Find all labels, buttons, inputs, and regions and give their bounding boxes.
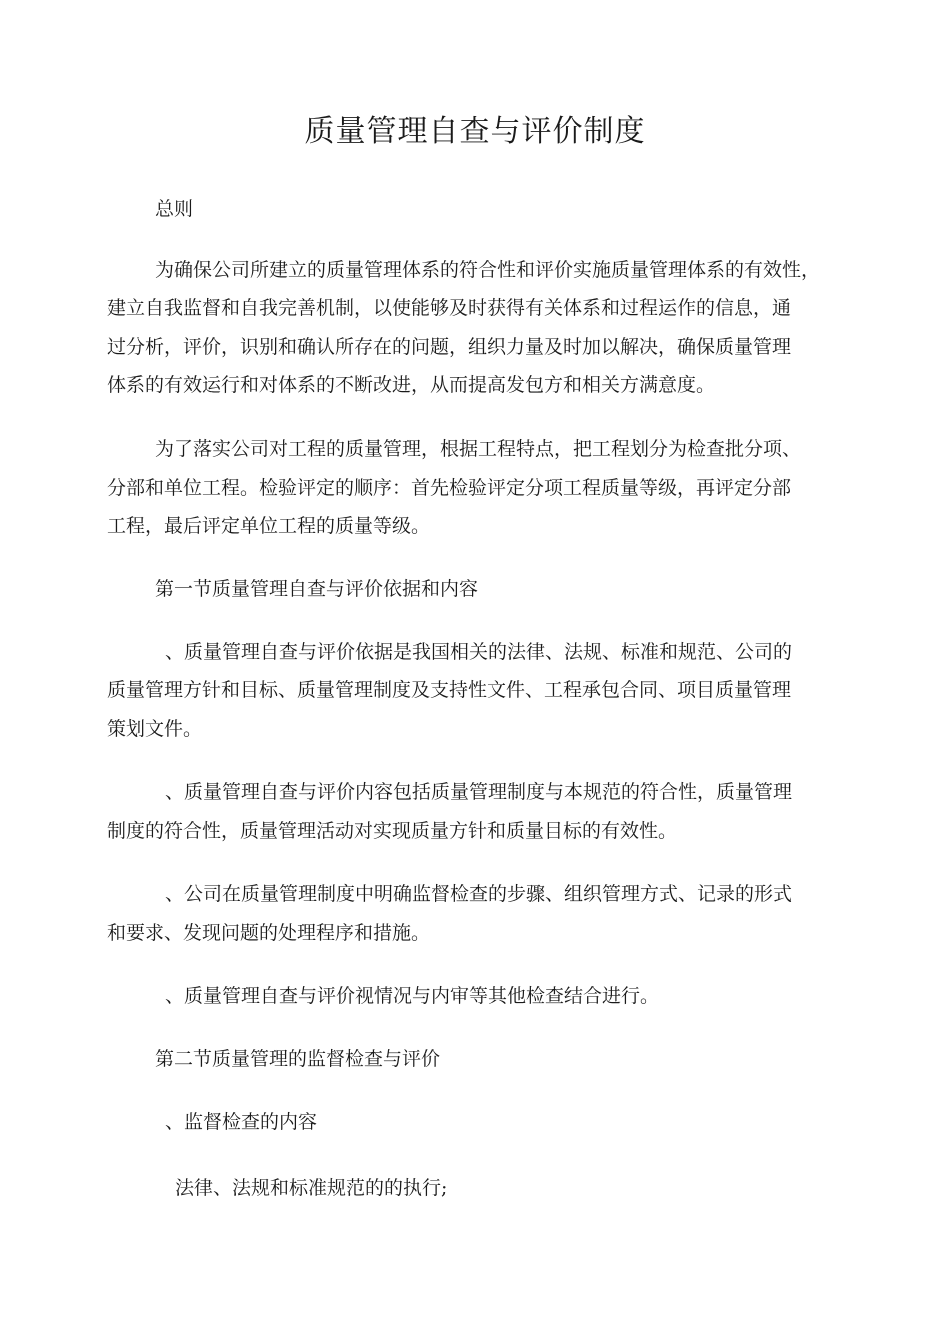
paragraph-line: 过分析，评价，识别和确认所存在的问题，组织力量及时加以解决，确保质量管理 [107, 336, 792, 358]
paragraph-line: 为确保公司所建立的质量管理体系的符合性和评价实施质量管理体系的有效性， [155, 259, 821, 281]
section-2-bullet-1: 法律、法规和标准规范的的执行; [175, 1177, 448, 1199]
paragraph-line: 质量管理方针和目标、质量管理制度及支持性文件、工程承包合同、项目质量管理 [107, 679, 792, 701]
section-2-heading: 第二节质量管理的监督检查与评价 [155, 1048, 441, 1070]
document-title: 质量管理自查与评价制度 [304, 114, 646, 149]
general-heading: 总则 [155, 198, 194, 220]
section-2-subheading: 、监督检查的内容 [165, 1111, 318, 1133]
paragraph-line: 、公司在质量管理制度中明确监督检查的步骤、组织管理方式、记录的形式 [165, 883, 793, 905]
paragraph-line: 制度的符合性，质量管理活动对实现质量方针和质量目标的有效性。 [107, 820, 678, 842]
paragraph-line: 、质量管理自查与评价依据是我国相关的法律、法规、标准和规范、公司的 [165, 641, 793, 663]
paragraph-line: 工程，最后评定单位工程的质量等级。 [107, 515, 431, 537]
paragraph-line: 策划文件。 [107, 718, 203, 740]
paragraph-line: 分部和单位工程。检验评定的顺序：首先检验评定分项工程质量等级，再评定分部 [107, 477, 792, 499]
paragraph-line: 、质量管理自查与评价内容包括质量管理制度与本规范的符合性，质量管理 [165, 781, 793, 803]
paragraph-line: 为了落实公司对工程的质量管理，根据工程特点，把工程划分为检查批分项、 [155, 438, 802, 460]
paragraph-line: 体系的有效运行和对体系的不断改进，从而提高发包方和相关方满意度。 [107, 374, 716, 396]
section-1-item-4: 、质量管理自查与评价视情况与内审等其他检查结合进行。 [165, 985, 660, 1007]
section-1-heading: 第一节质量管理自查与评价依据和内容 [155, 578, 479, 600]
paragraph-line: 和要求、发现问题的处理程序和措施。 [107, 922, 431, 944]
paragraph-line: 建立自我监督和自我完善机制，以使能够及时获得有关体系和过程运作的信息，通 [107, 297, 792, 319]
